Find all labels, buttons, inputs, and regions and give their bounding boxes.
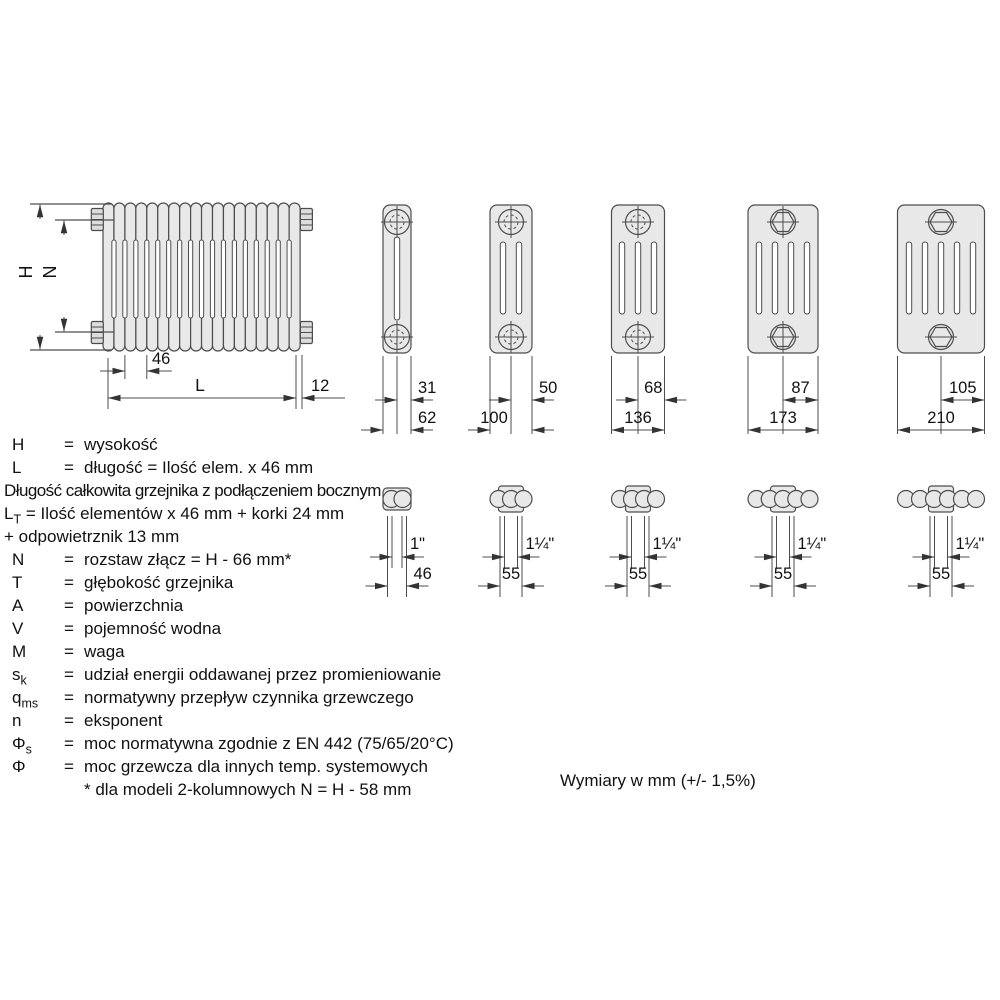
legend <box>4 433 454 801</box>
cross-section-5-column <box>748 205 818 434</box>
dim-label: 55 <box>931 565 951 583</box>
legend-row <box>4 663 454 686</box>
legend-text: eksponent <box>84 711 163 730</box>
legend-text: udział energii oddawanej przez promieniowanie <box>84 665 442 684</box>
dim-label: 55 <box>501 565 521 583</box>
legend-row <box>4 686 454 709</box>
legend-text: normatywny przepływ czynnika grzewczego <box>84 688 414 707</box>
legend-symbol: A <box>12 596 24 615</box>
legend-text: * dla modeli 2-kolumnowych N = H - 58 mm <box>84 780 412 799</box>
dim-label: 1" <box>410 535 426 553</box>
cross-section-3-column <box>468 205 557 434</box>
equals-sign: = <box>64 619 74 638</box>
legend-row <box>4 479 454 502</box>
top-view-3-column <box>478 486 554 597</box>
legend-symbol: $q_{ms}$ <box>12 688 39 711</box>
dim-label: 62 <box>418 409 437 427</box>
legend-symbol: H <box>12 435 25 454</box>
legend-text: Długość całkowita grzejnika z podłączeniem bocznym <box>4 481 381 500</box>
dim-label: 31 <box>418 379 437 397</box>
dim-label: 1¼" <box>525 535 555 553</box>
legend-row <box>4 594 454 617</box>
dim-label: 46 <box>152 350 171 368</box>
equals-sign: = <box>64 550 74 569</box>
legend-text: waga <box>84 642 125 661</box>
legend-row <box>4 732 454 755</box>
dim-label: 136 <box>624 409 652 427</box>
legend-text: + odpowietrznik 13 mm <box>4 527 180 546</box>
legend-symbol: N <box>12 550 25 569</box>
cross-section-6-column <box>898 205 985 434</box>
dim-label: 55 <box>773 565 793 583</box>
legend-symbol: $s_k$ <box>12 665 27 688</box>
dim-label: 46 <box>413 565 432 583</box>
dim-label: 55 <box>628 565 648 583</box>
legend-text: wysokość <box>84 435 158 454</box>
legend-text: = Ilość elementów x 46 mm + korki 24 mm <box>21 504 345 523</box>
top-view-5-column <box>748 486 826 597</box>
legend-text: powierzchnia <box>84 596 184 615</box>
legend-text: długość = Ilość elem. x 46 mm <box>84 458 314 477</box>
equals-sign: = <box>64 435 74 454</box>
legend-symbol: Φ <box>12 757 26 776</box>
dim-label: 105 <box>948 379 977 397</box>
equals-sign: = <box>64 688 74 707</box>
legend-row <box>4 617 454 640</box>
legend-row <box>4 525 454 548</box>
legend-row <box>4 640 454 663</box>
legend-symbol: L <box>12 458 22 477</box>
dim-label: N <box>40 265 60 279</box>
equals-sign: = <box>64 642 74 661</box>
legend-row <box>4 778 454 801</box>
equals-sign: = <box>64 596 74 615</box>
legend-symbol: $L_T$ <box>4 504 22 527</box>
dim-label: 1¼" <box>797 535 827 553</box>
legend-text: moc normatywna zgodnie z EN 442 (75/65/20°C) <box>84 734 454 753</box>
legend-row <box>4 456 454 479</box>
legend-row <box>4 571 454 594</box>
cross-section-2-column <box>361 205 436 434</box>
dim-label: 100 <box>480 409 508 427</box>
legend-text: rozstaw złącz = H - 66 mm* <box>84 550 292 569</box>
equals-sign: = <box>64 757 74 776</box>
front-view <box>16 203 345 409</box>
legend-symbol: M <box>12 642 27 661</box>
equals-sign: = <box>64 458 74 477</box>
legend-row <box>4 502 454 525</box>
dim-label: L <box>195 375 205 395</box>
dim-label: 87 <box>791 379 810 397</box>
top-view-6-column <box>898 486 985 597</box>
dim-label: 50 <box>539 379 558 397</box>
dim-label: 1¼" <box>955 535 985 553</box>
legend-symbol: $\Phi_s$ <box>12 734 32 757</box>
dim-label: 1¼" <box>652 535 682 553</box>
legend-text: głębokość grzejnika <box>84 573 234 592</box>
dim-label: 173 <box>769 409 797 427</box>
dim-label: 12 <box>311 377 330 395</box>
dim-label: 68 <box>644 379 663 397</box>
legend-symbol: n <box>12 711 22 730</box>
legend-row <box>4 548 454 571</box>
equals-sign: = <box>64 734 74 753</box>
equals-sign: = <box>64 665 74 684</box>
legend-text: moc grzewcza dla innych temp. systemowych <box>84 757 428 776</box>
legend-row <box>4 433 454 456</box>
legend-row <box>4 709 454 732</box>
cross-section-4-column <box>612 205 687 434</box>
dim-label: H <box>16 265 36 279</box>
legend-symbol: T <box>12 573 23 592</box>
footnote: Wymiary w mm (+/- 1,5%) <box>560 771 756 790</box>
legend-row <box>4 755 454 778</box>
legend-text: pojemność wodna <box>84 619 222 638</box>
top-view-4-column <box>605 486 681 597</box>
equals-sign: = <box>64 711 74 730</box>
legend-symbol: V <box>12 619 24 638</box>
dim-label: 210 <box>927 409 955 427</box>
equals-sign: = <box>64 573 74 592</box>
